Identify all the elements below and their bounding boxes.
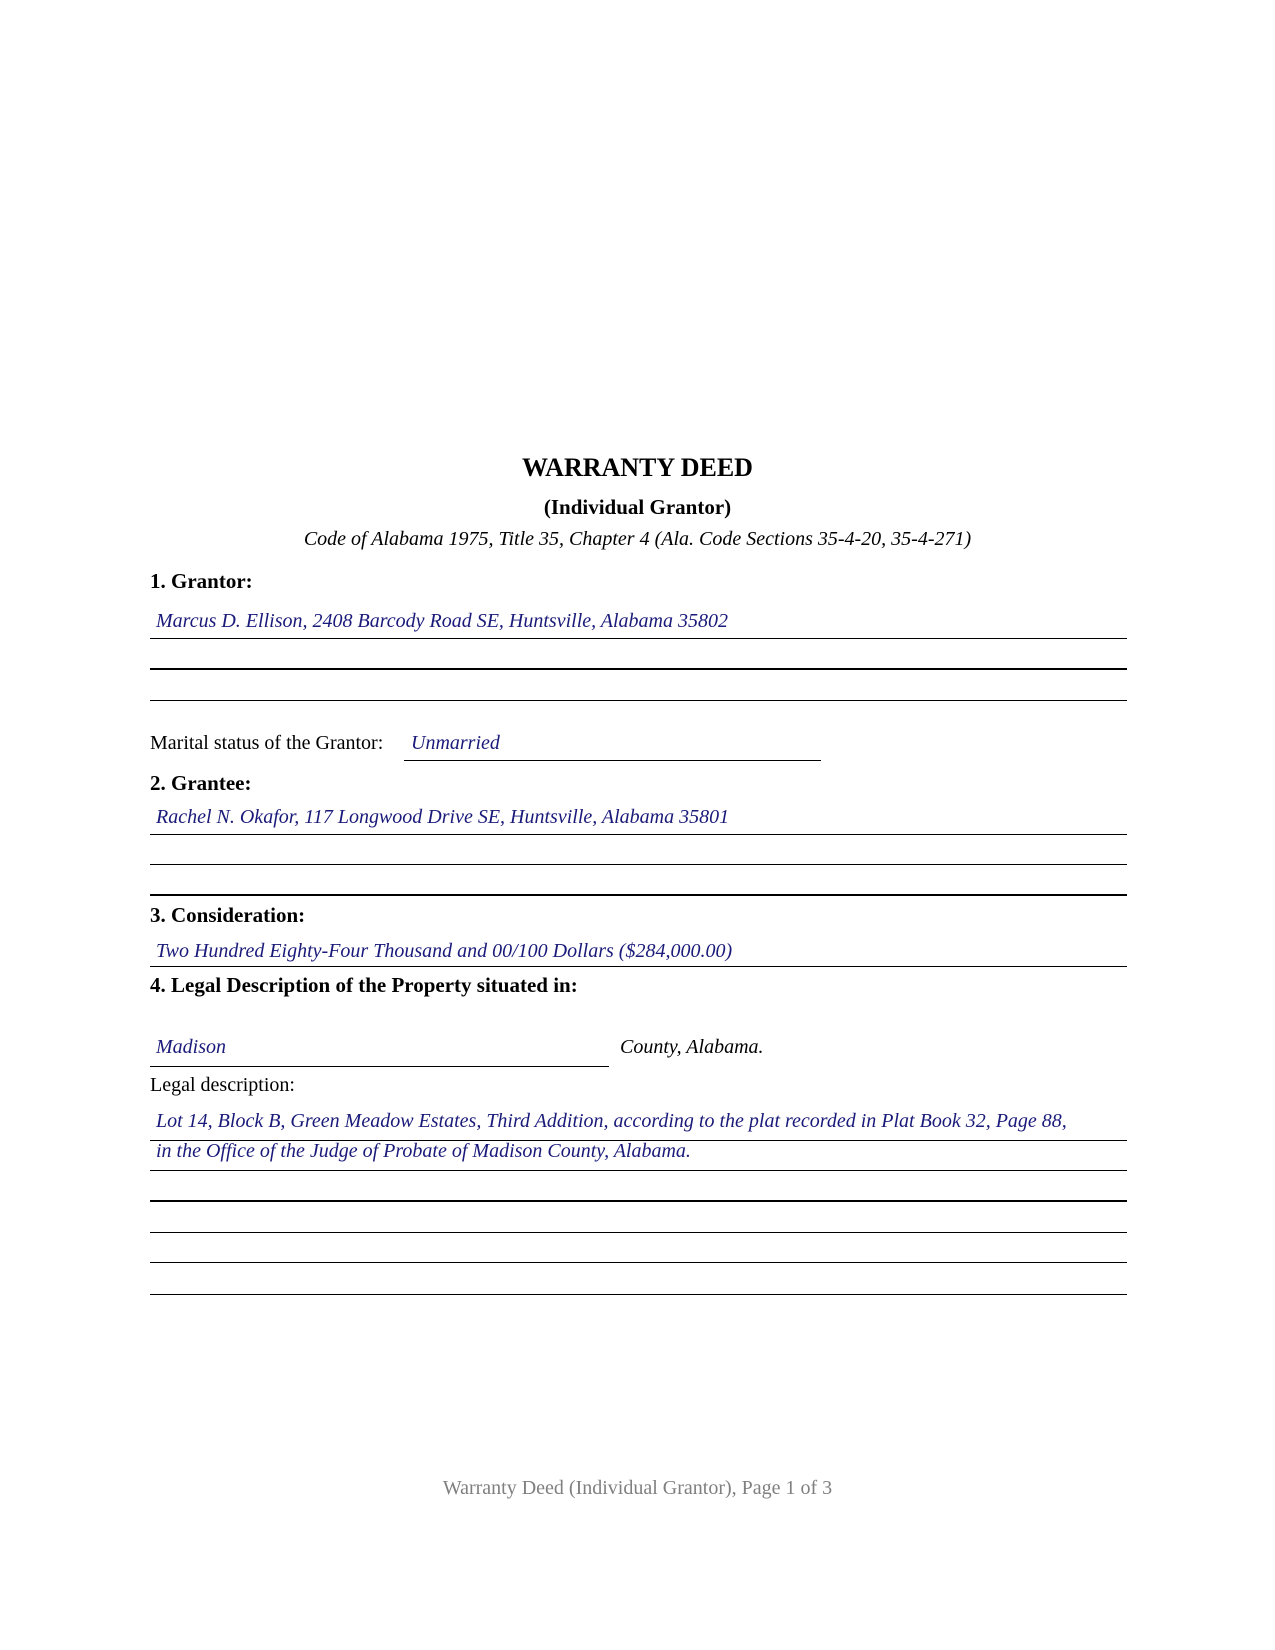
grantee-heading: 2. Grantee: (150, 771, 252, 795)
legal-description-line-2[interactable]: in the Office of the Judge of Probate of Madison County, Alabama. (156, 1140, 691, 1162)
grantor-field[interactable]: Marcus D. Ellison, 2408 Barcody Road SE, Huntsville, Alabama 35802 (156, 610, 728, 632)
marital-status-line (404, 760, 821, 761)
marital-status-field[interactable]: Unmarried (411, 732, 500, 754)
grantee-line-3 (150, 894, 1127, 896)
legal-line-6 (150, 1294, 1127, 1295)
grantee-field[interactable]: Rachel N. Okafor, 117 Longwood Drive SE, Huntsville, Alabama 35801 (156, 806, 730, 828)
legal-line-2 (150, 1170, 1127, 1171)
legal-description-line-1[interactable]: Lot 14, Block B, Green Meadow Estates, Third Addition, according to the plat recorded in Plat Book 32, Page 88, (156, 1110, 1067, 1132)
county-line (150, 1066, 609, 1067)
county-field[interactable]: Madison (156, 1036, 226, 1058)
legal-description-label: Legal description: (150, 1074, 295, 1096)
grantor-line-3 (150, 700, 1127, 701)
code-reference: Code of Alabama 1975, Title 35, Chapter 4 (Ala. Code Sections 35-4-20, 35-4-271) (303, 528, 972, 550)
document-subtitle: (Individual Grantor) (543, 495, 732, 519)
consideration-heading: 3. Consideration: (150, 903, 306, 927)
consideration-field[interactable]: Two Hundred Eighty-Four Thousand and 00/100 Dollars ($284,000.00) (156, 940, 733, 962)
grantor-line-1 (150, 638, 1127, 639)
legal-line-3 (150, 1200, 1127, 1202)
legal-line-4 (150, 1232, 1127, 1233)
marital-status-label: Marital status of the Grantor: (150, 732, 384, 754)
grantor-heading: 1. Grantor: (150, 569, 253, 593)
document-title: WARRANTY DEED (522, 453, 753, 482)
county-suffix: County, Alabama. (620, 1036, 764, 1058)
grantee-line-2 (150, 864, 1127, 865)
page-footer: Warranty Deed (Individual Grantor), Page 1 of 3 (442, 1477, 833, 1499)
consideration-line (150, 966, 1127, 967)
legal-description-heading: 4. Legal Description of the Property situated in: (150, 973, 578, 997)
grantee-line-1 (150, 834, 1127, 835)
legal-line-5 (150, 1262, 1127, 1263)
grantor-line-2 (150, 668, 1127, 670)
